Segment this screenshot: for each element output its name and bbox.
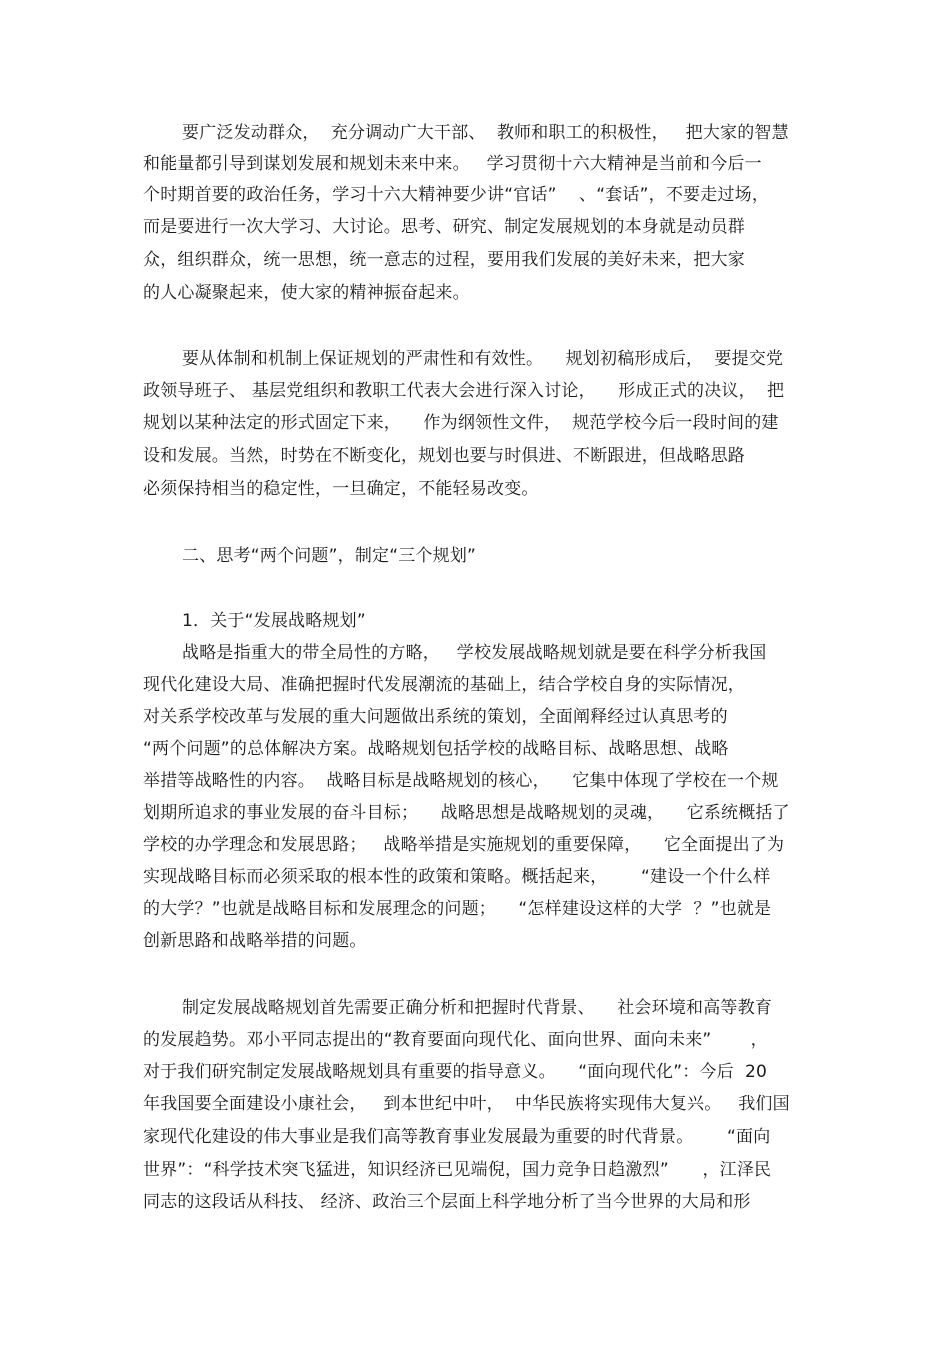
- paragraph-3-line-9: 的大学？”也就是战略目标和发展理念的问题； “怎样建设这样的大学 ？”也就是: [143, 899, 772, 919]
- subsection-heading: 1．关于“发展战略规划”: [182, 611, 366, 631]
- paragraph-2-line-1: 要从体制和机制上保证规划的严肃性和有效性。 规划初稿形成后， 要提交党: [182, 349, 784, 369]
- paragraph-3-line-6: 划期所追求的事业发展的奋斗目标； 战略思想是战略规划的灵魂， 它系统概括了: [143, 803, 790, 823]
- paragraph-4-line-1: 制定发展战略规划首先需要正确分析和把握时代背景、 社会环境和高等教育: [182, 998, 773, 1018]
- paragraph-1-line-4: 而是要进行一次大学习、大讨论。思考、研究、制定发展规划的本身就是动员群: [143, 217, 745, 237]
- paragraph-2-line-3: 规划以某种法定的形式固定下来， 作为纲领性文件， 规范学校今后一段时间的建: [143, 413, 779, 433]
- paragraph-2-line-4: 设和发展。当然，时势在不断变化，规划也要与时俱进、不断跟进，但战略思路: [143, 446, 745, 466]
- paragraph-1-line-3: 个时期首要的政治任务，学习十六大精神要少讲“官话” 、“套话”，不要走过场，: [143, 185, 770, 205]
- paragraph-1-line-6: 的人心凝聚起来，使大家的精神振奋起来。: [143, 283, 470, 303]
- paragraph-2-line-2: 政领导班子、 基层党组织和教职工代表大会进行深入讨论， 形成正式的决议， 把: [143, 381, 785, 401]
- paragraph-3-line-7: 学校的办学理念和发展思路； 战略举措是实施规划的重要保障， 它全面提出了为: [143, 835, 785, 855]
- paragraph-3-line-1: 战略是指重大的带全局性的方略， 学校发展战略规划就是要在科学分析我国: [182, 643, 767, 663]
- paragraph-1-line-1: 要广泛发动群众， 充分调动广大干部、 教师和职工的积极性， 把大家的智慧: [182, 123, 789, 143]
- paragraph-4-line-5: 家现代化建设的伟大事业是我们高等教育事业发展最为重要的时代背景。 “面向: [143, 1127, 771, 1147]
- paragraph-4-line-2: 的发展趋势。邓小平同志提出的“教育要面向现代化、面向世界、面向未来” ，: [143, 1030, 768, 1050]
- paragraph-2-line-5: 必须保持相当的稳定性，一旦确定，不能轻易改变。: [143, 479, 539, 499]
- section-heading: 二、思考“两个问题”，制定“三个规划”: [182, 546, 477, 566]
- paragraph-1-line-5: 众，组织群众，统一思想，统一意志的过程，要用我们发展的美好未来，把大家: [143, 250, 745, 270]
- paragraph-3-line-10: 创新思路和战略举措的问题。: [143, 931, 367, 951]
- paragraph-3-line-3: 对关系学校改革与发展的重大问题做出系统的策划，全面阐释经过认真思考的: [143, 707, 728, 727]
- paragraph-3-line-4: “两个问题”的总体解决方案。战略规划包括学校的战略目标、战略思想、战略: [143, 739, 729, 759]
- paragraph-1-line-2: 和能量都引导到谋划发展和规划未来中来。 学习贯彻十六大精神是当前和今后一: [143, 154, 762, 174]
- paragraph-4-line-4: 年我国要全面建设小康社会， 到本世纪中叶， 中华民族将实现伟大复兴。 我们国: [143, 1094, 790, 1114]
- paragraph-4-line-6: 世界”：“科学技术突飞猛进，知识经济已见端倪，国力竞争日趋激烈” ，江泽民: [143, 1160, 772, 1180]
- paragraph-3-line-8: 实现战略目标而必须采取的根本性的政策和策略。概括起来， “建设一个什么样: [143, 867, 771, 887]
- paragraph-3-line-5: 举措等战略性的内容。 战略目标是战略规划的核心， 它集中体现了学校在一个规: [143, 771, 779, 791]
- paragraph-4-line-3: 对于我们研究制定发展战略规划具有重要的指导意义。 “面向现代化”：今后 20: [143, 1062, 768, 1082]
- paragraph-3-line-2: 现代化建设大局、准确把握时代发展潮流的基础上，结合学校自身的实际情况，: [143, 675, 745, 695]
- paragraph-4-line-7: 同志的这段话从科技、 经济、政治三个层面上科学地分析了当今世界的大局和形: [143, 1192, 751, 1212]
